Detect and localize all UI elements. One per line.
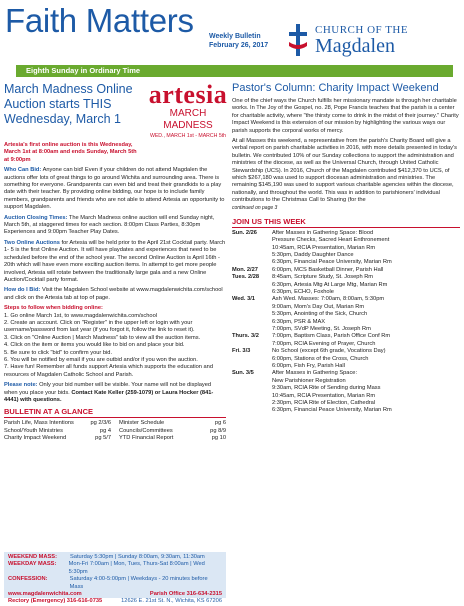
calendar-event: Ash Wed. Masses: 7:00am, 8:00am, 5:30pm bbox=[272, 296, 385, 303]
list-item: 2. Create an account. Click on "Register" in the upper left or login with your username/password from last year (if you forgot it, follow the link to reset it). bbox=[4, 319, 195, 334]
list-item: Minister Schedule pg 6 bbox=[119, 420, 226, 427]
calendar-day bbox=[232, 296, 460, 333]
how-to-bid: How do I Bid: Visit the Magdalen School website at www.magdalenwichita.com/school and click on the Artesia tab at top of page. bbox=[4, 287, 223, 301]
calendar-day-label: Wed. 3/1 bbox=[232, 296, 255, 303]
pastor-heading: Pastor's Column: Charity Impact Weekend bbox=[232, 82, 439, 94]
calendar-event: 7:00pm, SVdP Meeting, St. Joseph Rm bbox=[272, 325, 371, 332]
list-item: Councils/Committees pg 8/9 bbox=[119, 427, 226, 434]
list-item: Charity Impact Weekend pg 5/7 bbox=[4, 435, 111, 442]
calendar-events bbox=[272, 230, 460, 267]
left-column bbox=[4, 82, 226, 443]
calendar-event: 5:30pm, Daddy Daughter Dance bbox=[272, 251, 354, 258]
calendar-event: 6:00pm, Stations of the Cross, Church bbox=[272, 355, 369, 362]
calendar-event: 10:45am, RCIA Presentation, Marian Rm bbox=[272, 392, 376, 399]
calendar-event: 5:30pm, Anointing of the Sick, Church bbox=[272, 311, 368, 318]
calendar-day-label: Fri. 3/3 bbox=[232, 348, 251, 355]
list-item: School/Youth Ministries pg 4 bbox=[4, 427, 111, 434]
calendar-day bbox=[232, 370, 460, 414]
steps-title: Steps to follow when bidding online: bbox=[4, 305, 103, 312]
logo-church-text: CHURCH OF THE bbox=[315, 24, 409, 36]
calendar-event: No School (except 6th grade, Vocations Day) bbox=[272, 348, 386, 355]
list-item: 6. You will be notified by email if you are outbid and/or if you won the auction. bbox=[4, 356, 198, 363]
calendar-day bbox=[232, 274, 460, 296]
list-item: 1. Go online March 1st, to www.magdalenwichita.com/school bbox=[4, 312, 158, 319]
calendar-event: After Masses in Gathering Space: bbox=[272, 370, 358, 377]
calendar-events bbox=[272, 267, 460, 274]
steps-list bbox=[4, 313, 226, 380]
calendar-events bbox=[272, 296, 460, 333]
calendar-event: 7:00pm, Baptism Class, Parish Office Conf Rm bbox=[272, 333, 391, 340]
calendar-events bbox=[272, 348, 460, 370]
calendar-event: 2:30pm, RCIA Rite of Election, Cathedral bbox=[272, 400, 376, 407]
who-can-bid: Who Can Bid: Anyone can bid! Even if your children do not attend Magdalen the auctions offer lots of great things to go around Wichita and surrounding area. There is something for everyone. Grandparents can even bid and treat their grandkids to a play date with their teacher. By providing online bidding, our hope is to include family members, grandparents and friends who are not able to attend Artesia an opportunity to support Magdalen. bbox=[4, 167, 225, 211]
website-link[interactable]: www.magdalenwichita.com bbox=[8, 591, 82, 598]
list-item: Parish Life, Mass Intentions pg 2/3/6 bbox=[4, 420, 111, 427]
cross-icon bbox=[287, 24, 309, 56]
masthead bbox=[0, 0, 464, 64]
calendar-event: 6:00pm, Fish Fry, Parish Hall bbox=[272, 363, 345, 369]
calendar-day-label: Sun. 2/26 bbox=[232, 229, 257, 236]
pastor-paragraph-1: One of the chief ways the Church fulfills her missionary mandate is through her charitable works. In The Joy of the Gospel, no. 28, Pope Francis teaches that the parish is a center for charitable activity, where "the thirsty come to drink in the midst of their journey." Charity Impact Weekend is this extension of our mission by highlighting the various ways our parish supports the corporal works of mercy. bbox=[232, 98, 459, 134]
list-item: YTD Financial Report pg 10 bbox=[119, 435, 226, 442]
please-note: Please note: Only your bid number will be visible. Your name will not be displayed when you place your bids. Contact Kate Keller (259-1079) or Laura Hocker (841-4441) with questions. bbox=[4, 382, 214, 403]
artesia-intro: Artesia's first online auction is this Wednesday, March 1st at 8:00am and ends Sunday, March 5th at 9:00pm bbox=[4, 142, 137, 163]
calendar-day-label: Tues. 2/28 bbox=[232, 274, 260, 281]
calendar-title: JOIN US THIS WEEK bbox=[232, 217, 460, 228]
calendar-events bbox=[272, 274, 460, 296]
glance-table bbox=[4, 420, 226, 442]
calendar-event: 6:30pm, Financial Peace University, Marian Rm bbox=[272, 407, 392, 414]
church-logo bbox=[287, 24, 459, 58]
calendar-event: 8:45am, Scripture Study, St. Joseph Rm bbox=[272, 274, 374, 281]
calendar-event: 6:30pm, Artesia Mtg At Large Mtg, Marian Rm bbox=[272, 281, 388, 288]
logo-name-text: Magdalen bbox=[315, 35, 395, 57]
calendar-event: 9:30am, RCIA Rite of Sending during Mass bbox=[272, 385, 381, 392]
right-column bbox=[232, 82, 460, 415]
calendar-events bbox=[272, 370, 460, 414]
calendar-event: 6:00pm, MCS Basketball Dinner, Parish Hall bbox=[272, 266, 384, 273]
calendar-day-label: Sun. 3/5 bbox=[232, 370, 254, 377]
calendar-event: Pressure Checks, Sacred Heart Enthronement bbox=[272, 237, 390, 244]
calendar-day bbox=[232, 333, 460, 348]
two-auctions: Two Online Auctions for Artesia will be held prior to the April 21st Cocktail party. March 1- 5 is the first Online Auction. It will have playdates and experiences that need to be scheduled before the end of the school year. The second Online Auction is April 16th - 20th which will have even more exciting auction items. In attempt to get more people involved, Artesia will rotate between the traditionally large gala and a new Online Auction/Cocktail party format. bbox=[4, 239, 226, 283]
list-item: 5. Be sure to click "bid" to confirm your bid. bbox=[4, 349, 113, 356]
glance-title: BULLETIN AT A GLANCE bbox=[4, 407, 226, 418]
artesia-logo: artesia MARCH MADNESS WED., MARCH 1st - MARCH 5th bbox=[148, 80, 228, 139]
calendar-event: 6:30pm, ECHO, Foxhole bbox=[272, 288, 334, 295]
pastor-paragraph-2: At all Masses this weekend, a representative from the parish's Charity Board will give a verbal report on parish charitable activities in 2016, with more details presented in today's bulletin. We contributed 10% of our Sunday collections to support the administration and ministries of the diocese, as well as the Universal Church, through United Catholic Stewardship (UCS). In 2016, Church of the Magdalen contributed $412,370 to UCS, of which $267,180 was used to support diocesan administration and ministries. The remaining $145,190 was used to support various charitable agencies within the diocese, nationally, and throughout the world. This was in addition to parishioners' individual contributions to the Christmas Call to Sharing (for the bbox=[232, 138, 457, 204]
calendar-event: 6:30pm, PSR & MAX bbox=[272, 318, 326, 325]
list-item: 3. Click on "Online Auction | March Madness" tab to view all the auction items. bbox=[4, 334, 201, 341]
calendar-event: 10:45am, RCIA Presentation, Marian Rm bbox=[272, 244, 376, 251]
calendar-day bbox=[232, 348, 460, 370]
newsletter-title: Faith Matters bbox=[5, 2, 194, 39]
calendar-event: 6:30pm, Financial Peace University, Marian Rm bbox=[272, 259, 392, 266]
calendar-day-label: Mon. 2/27 bbox=[232, 266, 258, 273]
weekly-calendar bbox=[232, 230, 460, 415]
bulletin-date: Weekly Bulletin February 26, 2017 bbox=[209, 33, 269, 49]
continued-note: continued on page 3 bbox=[232, 204, 278, 211]
mass-times-box: WEEKEND MASS: Saturday 5:30pm | Sunday 8:00am, 9:30am, 11:30am WEEKDAY MASS: Mon-Fri 7:00am | Mon, Tues, Thurs-Sat 8:00am | Wed 5:30pm CONFESSION: Saturday 4:00-5:00pm | Weekdays - 20 minutes before Mass www.magdalenwichita.com Parish Office 316-634-2315 Rectory (Emergency) 316-616-0735 12626 E. 21st St. N., Wichita, KS 67206 bbox=[4, 552, 226, 598]
liturgical-banner: Eighth Sunday in Ordinary Time bbox=[16, 65, 453, 77]
calendar-event: New Parishioner Registration bbox=[272, 377, 346, 384]
calendar-day bbox=[232, 267, 460, 274]
calendar-event: 7:00pm, RCIA Evening of Prayer, Church bbox=[272, 340, 376, 347]
closing-times: Auction Closing Times: The March Madness online auction will end Sunday night, March 5th, at staggered times for each section. 8:00pm Class Parties, 8:30pm Experiences and 9:00pm Teacher Play Dates. bbox=[4, 214, 215, 236]
calendar-event: 9:00am, Mom's Day Out, Marian Rm bbox=[272, 303, 365, 310]
calendar-events bbox=[272, 333, 460, 348]
calendar-day-label: Thurs. 3/2 bbox=[232, 333, 259, 340]
list-item: 4. Click on the item or items you would like to bid on and place your bid. bbox=[4, 342, 185, 349]
artesia-heading: March Madness Online Auction starts THIS Wednesday, March 1 bbox=[4, 82, 133, 126]
calendar-event: After Masses in Gathering Space: Blood bbox=[272, 229, 374, 236]
list-item: 7. Have fun! Remember all funds support Artesia which supports the education and resources of Magdalen Catholic School and Parish. bbox=[4, 364, 213, 378]
calendar-day bbox=[232, 230, 460, 267]
